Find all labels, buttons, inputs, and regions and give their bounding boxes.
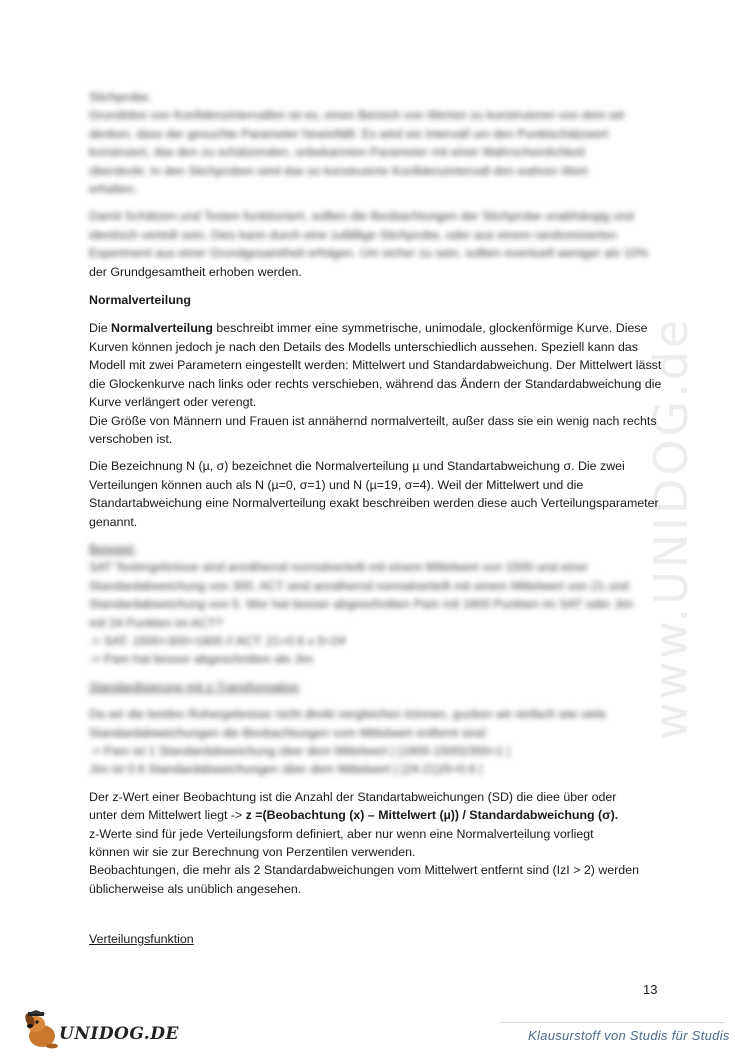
blurred-line: denken, dass der gesuchte Parameter hineinfällt. Es wird ein Intervall um den Punktschätzwert <box>89 126 609 141</box>
blurred-line: Damit Schätzen und Testen funktioniert, sollten die Beobachtungen der Stichprobe unabhängig und <box>89 209 634 224</box>
paragraph-text: unter dem Mittelwert liegt -> <box>89 808 246 823</box>
section-heading-normalverteilung: Normalverteilung <box>89 293 191 308</box>
footer-tagline: Klausurstoff von Studis für Studis <box>528 1028 730 1043</box>
paragraph-line: z-Werte sind für jede Verteilungsform definiert, aber nur wenn eine Normalverteilung vorliegt <box>89 826 594 841</box>
blurred-line: identisch verteilt sein. Dies kann durch eine zufällige Stichprobe, oder aus einem randomisierten <box>89 227 617 242</box>
blurred-intro-paragraph <box>89 88 664 198</box>
blurred-line: Grundidee von Konfidenzintervallen ist es, einen Bereich von Werten zu konstruieren von dem wir <box>89 108 626 123</box>
blurred-line: Stichprobe. <box>89 90 152 104</box>
blurred-line: überdeckt. In den Stichproben wird das so konstruierte Konfidenzintervall den wahren Wert <box>89 163 588 178</box>
footer-divider <box>500 1022 725 1023</box>
blurred-line: Da wir die beiden Rohergebnisse nicht direkt vergleichen können, gucken wir einfach wie viele <box>89 707 607 722</box>
blurred-line: -> SAT: 1500+300=1800 // ACT: 21+0.6 x 5=24 <box>89 633 346 648</box>
blurred-line: mit 24 Punkten im ACT? <box>89 615 223 630</box>
page-number: 13 <box>643 982 658 997</box>
blurred-example <box>89 540 664 669</box>
sampling-paragraph <box>89 207 664 281</box>
blurred-subheading: Standardisierung mit z-Transformation <box>89 679 300 694</box>
blurred-line: -> Pam ist 1 Standardabweichung über dem Mittelwert | (1800-1500)/300=1 | <box>89 744 511 758</box>
bold-term-normalverteilung: Normalverteilung <box>111 321 213 336</box>
blurred-line: SAT Testergebnisse sind annähernd normalverteilt mit einem Mittelwert von 1500 und einer <box>89 560 589 575</box>
blurred-line: Experiment aus einer Grundgesamtheit erfolgen. Um sicher zu sein, sollten eventuell weniger als 10% <box>89 246 649 261</box>
paragraph-line: können wir sie zur Berechnung von Perzentilen verwenden. <box>89 845 416 860</box>
paragraph-line <box>89 806 664 824</box>
normalverteilung-paragraph-1 <box>89 319 664 448</box>
unidog-logo <box>22 1010 179 1050</box>
paragraph-line: üblicherweise als unüblich angesehen. <box>89 881 302 896</box>
page-content <box>89 88 664 958</box>
paragraph-text: Die Größe von Männern und Frauen ist annähernd normalverteilt, außer dass sie ein wenig nach rechts verschoben ist. <box>89 413 657 446</box>
z-formula: z =(Beobachtung (x) – Mittelwert (µ)) / Standardabweichung (σ). <box>245 808 619 823</box>
normalverteilung-paragraph-2: Die Bezeichnung N (µ, σ) bezeichnet die Normalverteilung µ und Standartabweichung σ. Die zwei Verteilungen können auch als N (µ=0, σ=1) und N (µ=19, σ=4). Weil der Mittelwert und die Standartabweichung eine Normalverteilung exakt beschreiben werden diese auch Verteilungsparameter genannt. <box>89 459 659 529</box>
z-value-paragraph <box>89 788 664 898</box>
blurred-z-paragraph <box>89 705 664 779</box>
blurred-line: Beispiel: <box>89 541 136 556</box>
paragraph-line: Der z-Wert einer Beobachtung ist die Anzahl der Standartabweichungen (SD) die diee über oder <box>89 789 617 804</box>
paragraph-line: Beobachtungen, die mehr als 2 Standardabweichungen vom Mittelwert entfernt sind (IzI > 2) werden <box>89 863 639 878</box>
blurred-line: Standardabweichungen die Beobachtungen vom Mittelwert entfernt sind: <box>89 725 488 740</box>
blurred-line: Jim ist 0.6 Standardabweichungen über dem Mittelwert | (24-21)/5=0.6 | <box>89 762 483 777</box>
section-heading-verteilungsfunktion: Verteilungsfunktion <box>89 932 194 947</box>
paragraph-text: Die <box>89 321 112 336</box>
blurred-line: Standardabweichung von 300. ACT sind annähernd normalverteilt mit einem Mittelwert von 21 und <box>89 578 629 593</box>
logo-text: UNIDOG.DE <box>59 1024 179 1044</box>
sampling-paragraph-end: der Grundgesamtheit erhoben werden. <box>89 264 302 279</box>
paragraph-text: beschreibt immer eine symmetrische, unimodale, glockenförmige Kurve. Diese Kurven können jedoch je nach den Details des Modells unterschiedlich aussehen. Speziell kann das Modell mit zwei Parametern eingestellt werden: Mittelwert und Standardabweichung. Der Mittelwert lässt die Glockenkurve nach links oder rechts verschieben, während das Ändern der Standardabweichung die Kurve verlängert oder verengt. <box>89 321 662 410</box>
blurred-line: erhalten. <box>89 182 138 197</box>
watermark: www.UNIDOG.de <box>644 316 698 740</box>
dog-mascot-icon <box>22 1010 62 1050</box>
blurred-line: -> Pam hat besser abgeschnitten als Jim <box>89 652 314 667</box>
blurred-line: konstruiert, das den zu schätzenden, unbekannten Parameter mit einer Wahrscheinlichkeit <box>89 145 586 160</box>
blurred-line: Standardabweichung von 5. Wer hat besser abgeschnitten Pam mit 1800 Punkten im SAT oder Jim <box>89 597 634 612</box>
